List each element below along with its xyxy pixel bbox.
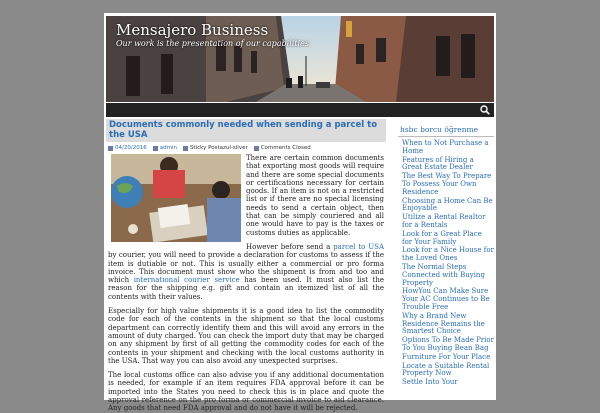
sidebar-link[interactable]: Locate a Suitable Rental Property Now [402, 361, 490, 378]
paragraph-2: However before send a parcel to USA by courier, you will need to provide a declaration for customs to assess if the item is dutiable or not. This is usually either a commercial or pro forma invoice. This document must show who the shipment is from and too and which international courier service has been used. It must also list the reason for the shipping e.g. gift and contain an itemized list of all the contents with their values. [108, 242, 384, 301]
sidebar-link[interactable]: Options To Be Made Prior To You Buying Bean Bag [402, 336, 494, 352]
paragraph-4: The local customs office can also advise you if any additional documentation is needed, for example if an item requires FDA approval before it can be imported into the States you need to check this is in place and quote the approval reference on the pro forma or commercial invoice to aid clearance. Any goods that need FDA approval and do not have it will be rejected. [108, 371, 384, 413]
sidebar-link[interactable]: Choosing a Home Can Be Enjoyable [402, 196, 493, 213]
sidebar-title: hsbc borcu öğrenme [398, 119, 494, 137]
search-icon[interactable] [480, 105, 490, 115]
link-parcel-to-usa[interactable]: parcel to USA [333, 242, 384, 251]
post-body [106, 154, 386, 413]
paragraph-1: There are certain common documents that exporting most goods will require and there are some special documents or certifications necessary for certain goods. If an item is not on a restricted list or if there are no special licensing needs to send a certain object, then that can be simply couriered and all one would have to pay is the taxes or customs duties as applicable. [246, 154, 384, 237]
post-title[interactable]: Documents commonly needed when sending a parcel to the USA [106, 119, 386, 142]
sidebar-link[interactable]: Features of Hiring a Great Estate Dealer [402, 155, 474, 172]
navigation-bar [106, 103, 494, 117]
user-icon [153, 146, 158, 151]
post-author[interactable]: admin [159, 145, 177, 151]
sidebar-link[interactable]: Utilize a Rental Realtor for a Rentals [402, 213, 486, 229]
sidebar-link[interactable]: The Best Way To Prepare To Possess Your Own Residence [402, 172, 492, 196]
paragraph-3: Especially for high value shipments it is a good idea to list the commodity code for each of the contents in the shipment so that the local customs department can correctly identify them and this will avoid any errors in the amount of duty charged. You can check the import duty that may be charged on any shipment by first of all getting the commodity codes for each of the contents in your shipment and checking with the local customs authority in the USA. That way you can also avoid any unexpected surprises. [108, 307, 384, 365]
sidebar-link[interactable]: Look for a Great Place for Your Family [402, 229, 482, 246]
link-international-courier-service[interactable]: international courier service [133, 276, 240, 285]
main-content [106, 119, 386, 413]
site-title[interactable]: Mensajero Business [116, 21, 269, 39]
sidebar-link-list [398, 137, 494, 387]
sidebar-link[interactable]: HowYou Can Make Sure Your AC Continues to Be Trouble Free [402, 287, 490, 311]
comment-icon [254, 146, 259, 151]
sidebar-link[interactable]: Furniture For Your Place [402, 352, 491, 361]
sidebar-link[interactable]: The Normal Steps Connected with Buying Property [402, 262, 485, 287]
calendar-icon [108, 146, 113, 151]
site-description: Our work is the presentation of our capabilities [116, 39, 309, 48]
post-comments: Comments Closed [260, 145, 311, 151]
sidebar-link[interactable]: When to Not Purchase a Home [402, 139, 489, 155]
sidebar-link[interactable]: Settle Into Your [402, 378, 458, 387]
sidebar [398, 119, 494, 400]
sidebar-link[interactable]: Why a Brand New Residence Remains the Smartest Choice [402, 311, 485, 336]
post-meta [106, 142, 386, 154]
folder-icon [183, 146, 188, 151]
sidebar-link[interactable]: Look for a Nice House for the Loved Ones [402, 246, 494, 263]
post-date[interactable]: 04/20/2016 [115, 145, 147, 151]
site-header [106, 16, 494, 102]
post-thumbnail [111, 154, 241, 242]
page-container [104, 13, 496, 413]
post-category[interactable]: Sticky Postazul-silver [189, 145, 248, 151]
